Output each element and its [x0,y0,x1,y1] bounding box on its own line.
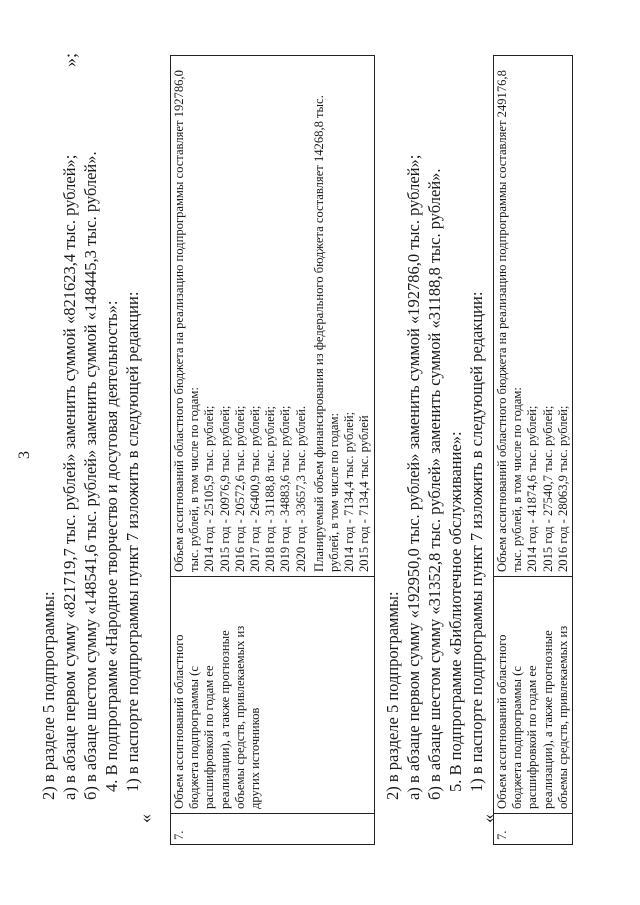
passport-table-1 [170,55,375,845]
close-quote: »; [60,52,80,67]
value-line: 2016 год - 28063,9 тыс. рублей; [555,405,570,572]
value-line: Объем ассигнований областного бюджета на реализацию подпрограммы составляет 249176,8 [495,70,509,572]
value-line: рублей, в том числе по годам: [327,413,342,572]
row-label [494,577,573,814]
value-line: 2015 год - 27540,7 тыс. рублей; [540,405,555,572]
label-line: бюджета подпрограммы (с [187,666,202,809]
value-line: 2014 год - 7134,4 тыс. рублей; [342,411,357,572]
label-line: объемы средств, привлекаемых из [555,625,570,809]
label-line: реализации), а также прогнозные [217,630,232,809]
value-line: 2020 год - 33657,3 тыс. рублей. [293,405,308,572]
paragraph-line: 1) в паспорте подпрограммы пункт 7 изложить в следующей редакции: [467,291,486,792]
value-line: тыс. рублей, в том числе по годам: [510,387,525,572]
value-line: 2015 год - 7134,4 тыс. рублей [357,415,372,572]
open-quote: « [135,814,155,823]
row-value [494,56,573,577]
value-line: 2018 год - 31188,8 тыс. рублей; [263,406,278,572]
paragraph-line: 4. В подпрограмме «Народное творчество и досуговая деятельность»: [102,300,121,792]
paragraph-line: 1) в паспорте подпрограммы пункт 7 изложить в следующей редакции: [123,291,142,792]
paragraph-line: а) в абзаце первом сумму «192950,0 тыс. рублей» заменить суммой «192786,0 тыс. рублей»; [404,154,423,800]
label-line: Объем ассигнований областного [495,634,509,809]
row-number: 7. [171,814,375,845]
value-line: Объем ассигнований областного бюджета на реализацию подпрограммы составляет 192786,0 [172,70,186,572]
value-line: 2014 год - 25105,9 тыс. рублей; [202,405,217,572]
paragraph-line: а) в абзаце первом сумму «821719,7 тыс. рублей» заменить суммой «821623,4 тыс. рублей»; [60,154,79,800]
label-line: бюджета подпрограммы (с [510,666,525,809]
value-line: 2019 год - 34883,6 тыс. рублей; [278,405,293,572]
value-line: 2016 год - 20572,6 тыс. рублей; [232,405,247,572]
value-line: 2014 год - 41874,6 тыс. рублей; [525,405,540,572]
label-line: расшифровкой по годам ее [525,665,540,809]
row-number: 7. [494,814,573,845]
passport-table-2 [493,55,573,845]
value-line: 2017 год - 26400,9 тыс. рублей; [248,405,263,572]
page-number: 3 [16,451,33,459]
label-line: Объем ассигнований областного [172,634,186,809]
section2-text [382,155,487,800]
row-label [171,577,375,814]
paragraph-line: 5. В подпрограмме «Библиотечное обслуживание»: [446,431,465,792]
table-row [171,56,375,845]
paragraph-line: б) в абзаце шестом сумму «148541,6 тыс. рублей» заменить суммой «148445,3 тыс. рублей». [81,151,100,800]
label-line: других источников [248,707,263,809]
label-line: объемы средств, привлекаемых из [232,625,247,809]
value-line: тыс. рублей, в том числе по годам: [187,387,202,572]
table-row [494,56,573,845]
paragraph-line: б) в абзаце шестом сумму «31352,8 тыс. рублей» заменить суммой «31188,8 тыс. рублей». [425,168,444,800]
open-quote: « [478,814,498,823]
label-line: расшифровкой по годам ее [202,665,217,809]
paragraph-line: 2) в разделе 5 подпрограммы: [39,591,58,800]
section1-text [38,151,143,800]
value-line: Планируемый объем финансирования из федерального бюджета составляет 14268,8 тыс. [311,95,326,572]
paragraph-line: 2) в разделе 5 подпрограммы: [383,591,402,800]
row-value [171,56,375,577]
value-line: 2015 год - 20976,9 тыс. рублей; [217,405,232,572]
label-line: реализации), а также прогнозные [540,630,555,809]
